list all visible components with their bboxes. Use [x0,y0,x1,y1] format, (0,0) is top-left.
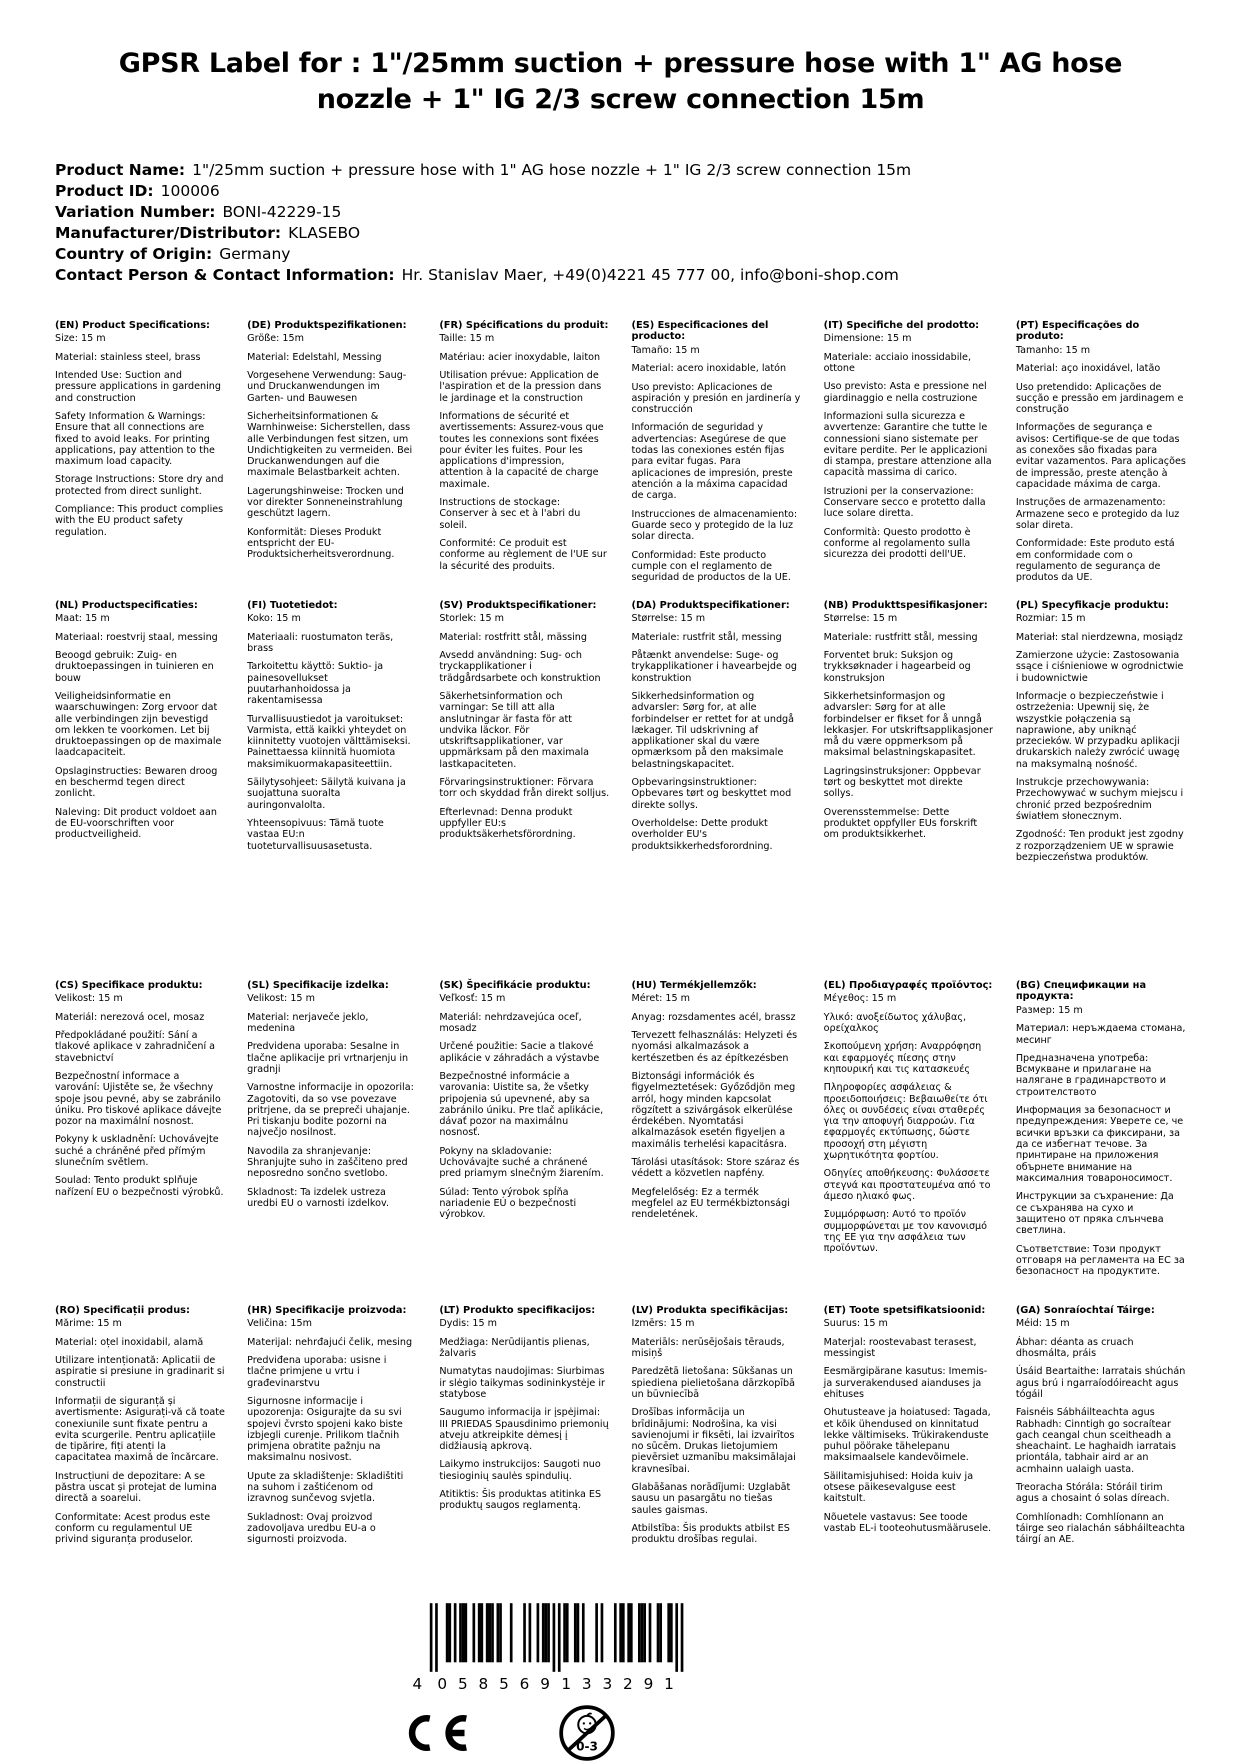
spec-paragraph: Materiale: rustfritt stål, messing [823,631,978,643]
spec-paragraph: Overholdelse: Dette produkt overholder EU's produktsikkerhedsforordning. [631,818,773,852]
spec-paragraph: Opslaginstructies: Bewaren droog en beschermd tegen direct zonlicht. [55,765,218,800]
barcode-digit-group: 058569 [437,1674,550,1693]
spec-paragraph: Instrukcje przechowywania: Przechowywać w suchym miejscu i chronić przed bezpośrednim światłem słonecznym. [1015,777,1184,823]
spec-paragraph: Predviđena uporaba: usisne i tlačne primjene u vrtu i građevinarstvu [247,1354,387,1389]
spec-paragraph: Tervezett felhasználás: Helyzeti és nyomási alkalmazások a kertészetben és az építkezésben [631,1029,798,1064]
spec-paragraph: Comhlíonadh: Comhlíonann an táirge seo rialachán sábháilteachta táirgí an AE. [1015,1511,1185,1546]
spec-paragraph: Pokyny na skladovanie: Uchovávajte suché a chránené pred priamym slnečným žiarením. [439,1145,604,1180]
spec-paragraph: Taille: 15 m [439,333,495,345]
spec-paragraph: Atbilstība: Šis produkts atbilst ES produktu drošības regulai. [631,1523,790,1546]
spec-paragraph: Οδηγίες αποθήκευσης: Φυλάσσετε στεγνά και προστατευμένα από το άμεσο ηλιακό φως. [823,1168,991,1203]
spec-paragraph: Material: Edelstahl, Messing [247,351,382,363]
spec-paragraph: Informazioni sulla sicurezza e avvertenze: Garantire che tutte le connessioni siano sistemate per evitare perdite. Per le applicazioni di stampa, prestare attenzione alla capacità massima di carico. [823,410,992,479]
language-block-pl [1016,600,1186,980]
spec-paragraph: Materiál: nerezová ocel, mosaz [55,1011,205,1023]
language-block-cs [55,980,225,1305]
spec-paragraph: Eesmärgipärane kasutus: Imemis- ja surverakendused aianduses ja ehituses [823,1366,988,1400]
spec-paragraph: Material: aço inoxidável, latão [1015,363,1161,375]
info-value: 1"/25mm suction + pressure hose with 1" AG hose nozzle + 1" IG 2/3 screw connection 15m [192,160,912,179]
spec-paragraph: Súlad: Tento výrobok spĺňa nariadenie EÚ o bezpečnosti výrobkov. [439,1186,577,1221]
spec-paragraph: Размер: 15 m [1015,1004,1083,1016]
spec-paragraph: Intended Use: Suction and pressure applications in gardening and construction [55,369,221,404]
language-header: (HR) Specifikacije proizvoda: [247,1304,407,1316]
spec-paragraph: Varnostne informacije in opozorila: Zagotoviti, da so vse povezave pritrjene, da se prepreči uhajanje. Pri tiskanju bodite pozorni na največjo nosilnost. [247,1082,414,1139]
language-block-sk [439,980,609,1305]
language-row-2 [55,600,1186,980]
spec-paragraph: Информация за безопасност и предупреждения: Уверете се, че всички връзки са фиксирани, за да се избегнат течове. За принтиране на приложения обърнете внимание на максималния товароносимост. [1015,1105,1184,1184]
language-header: (SL) Specifikacije izdelka: [247,979,389,991]
language-header: (PL) Specyfikacje produktu: [1015,599,1169,611]
language-block-lt [439,1305,609,1603]
spec-paragraph: Méid: 15 m [1015,1318,1070,1330]
spec-paragraph: Yhteensopivuus: Tämä tuote vastaa EU:n tuoteturvallisuusasetusta. [247,818,384,852]
spec-paragraph: Maat: 15 m [55,613,110,625]
spec-paragraph: Faisnéis Sábháilteachta agus Rabhadh: Cinntigh go socraítear gach ceangal chun sceitheadh a sheachaint. Le haghaidh iarratais priontála, tabhair aird ar an acmhainn ualaigh uasta. [1015,1407,1176,1475]
spec-paragraph: Sukladnost: Ovaj proizvod zadovoljava uredbu EU-a o sigurnosti proizvoda. [247,1511,376,1546]
spec-paragraph: Größe: 15m [247,333,304,345]
spec-paragraph: Veličina: 15m [247,1318,312,1330]
spec-paragraph: Tárolási utasítások: Store száraz és védett a közvetlen napfény. [631,1157,800,1180]
spec-paragraph: Anyag: rozsdamentes acél, brassz [631,1011,796,1023]
ean13-barcode [405,1603,695,1693]
language-block-it [824,320,994,600]
spec-paragraph: Navodila za shranjevanje: Shranjujte suho in zaščiteno pred neposredno sončno svetlobo. [247,1145,408,1180]
spec-paragraph: Overensstemmelse: Dette produktet oppfyller EUs forskrift om produktsikkerhet. [823,806,978,841]
spec-paragraph: Μέγεθος: 15 m [823,993,897,1005]
spec-paragraph: Istruzioni per la conservazione: Conservare secco e protetto dalla luce solare diretta. [823,485,986,520]
spec-paragraph: Säilitamisjuhised: Hoida kuiv ja otsese päikesevalguse eest kaitstult. [823,1470,974,1505]
spec-paragraph: Saugumo informacija ir įspėjimai: III PRIEDAS Spausdinimo priemonių atveju atkreipkite dėmesį į didžiausią apkrovą. [439,1407,609,1453]
language-block-hu [632,980,802,1305]
info-line [55,244,1186,265]
spec-paragraph: Size: 15 m [55,333,106,345]
spec-paragraph: Sicherheitsinformationen & Warnhinweise: Sicherstellen, dass alle Verbindungen fest sitzen, um Undichtigkeiten zu vermeiden. Bei Druckanwendungen auf die maximale Belastbarkeit achten. [247,410,413,479]
language-block-lv [632,1305,802,1603]
spec-paragraph: Materiale: acciaio inossidabile, ottone [823,351,971,374]
info-value: Hr. Stanislav Maer, +49(0)4221 45 777 00, info@boni-shop.com [401,265,899,284]
spec-paragraph: Utilisation prévue: Application de l'aspiration et de la pression dans le jardinage et la construction [439,369,602,404]
language-block-bg [1016,980,1186,1305]
language-header: (BG) Спецификации на продукта: [1015,979,1147,1003]
spec-paragraph: Съответствие: Този продукт отговаря на регламента на ЕС за безопасност на продуктите. [1015,1243,1185,1278]
ce-mark-icon [405,1705,471,1761]
spec-paragraph: Bezpečnostné informácie a varovania: Uistite sa, že všetky pripojenia sú upevnené, aby sa zabránilo úniku. Pre tlač aplikácie, dávať pozor na maximálnu nosnosť. [439,1070,604,1139]
spec-paragraph: Treoracha Stórála: Stóráil tirim agus a chosaint ó solas díreach. [1015,1482,1170,1505]
spec-paragraph: Instruções de armazenamento: Armazene seco e protegido da luz solar direta. [1015,497,1180,531]
spec-paragraph: Skladnost: Ta izdelek ustreza uredbi EU o varnosti izdelkov. [247,1186,390,1210]
spec-paragraph: Σκοπούμενη χρήση: Αναρρόφηση και εφαρμογές πίεσης στην κηπουρική και τις κατασκευές [823,1041,982,1075]
info-line [55,160,1186,181]
spec-paragraph: Bezpečnostní informace a varování: Ujistěte se, že všechny spoje jsou pevné, aby se zabránilo úniku. Pro tiskové aplikace dávejte pozor na maximální nosnost. [55,1070,222,1128]
spec-paragraph: Material: acero inoxidable, latón [631,363,787,375]
spec-paragraph: Lagringsinstruksjoner: Oppbevar tørt og beskyttet mot direkte sollys. [823,765,981,800]
spec-paragraph: Drošības informācija un brīdinājumi: Nodrošina, ka visi savienojumi ir fiksēti, lai izvairītos no sūcēm. Drukas lietojumiem pievērsiet uzmanību maksimālajai kravnesībai. [631,1407,796,1475]
language-block-nl [55,600,225,980]
language-header: (LT) Produkto specifikacijos: [439,1304,596,1316]
product-info [55,160,1186,286]
info-line [55,202,1186,223]
spec-paragraph: Paredzētā lietošana: Sūkšanas un spiediena pielietošana dārzkopībā un būvniecībā [631,1366,795,1400]
language-header: (DA) Produktspecifikationer: [631,599,790,611]
info-label: Manufacturer/Distributor: [55,223,282,242]
spec-paragraph: Velikost: 15 m [55,993,123,1005]
spec-paragraph: Materiál: nehrdzavejúca oceľ, mosadz [439,1011,582,1034]
age-warning-label: 0-3 [576,1739,598,1754]
spec-paragraph: Medžiaga: Nerūdijantis plienas, žalvaris [439,1336,590,1359]
spec-paragraph: Ábhar: déanta as cruach dhosmálta, práis [1015,1336,1134,1359]
spec-paragraph: Efterlevnad: Denna produkt uppfyller EU:s produktsäkerhetsförordning. [439,806,576,841]
spec-paragraph: Opbevaringsinstruktioner: Opbevares tørt og beskyttet mod direkte sollys. [631,777,792,811]
spec-paragraph: Laikymo instrukcijos: Saugoti nuo tiesioginių saulės spindulių. [439,1459,601,1482]
language-block-nb [824,600,994,980]
spec-paragraph: Instructions de stockage: Conserver à sec et à l'abri du soleil. [439,497,581,531]
spec-paragraph: Předpokládané použití: Sání a tlakové aplikace v zahradničení a stavebnictví [55,1029,216,1064]
language-header: (CS) Specifikace produktu: [55,979,203,991]
spec-paragraph: Instrucțiuni de depozitare: A se păstra uscat și protejat de lumina directă a soarelui. [55,1470,217,1505]
language-block-pt [1016,320,1186,600]
spec-paragraph: Sikkerhedsinformation og advarsler: Sørg for, at alle forbindelser er rettet for at undgå lækager. Til udskrivning af applikationer skal du være opmærksom på den maksimale belastningskapacitet. [631,690,794,770]
info-label: Product Name: [55,160,186,179]
language-header: (RO) Specificații produs: [55,1304,190,1316]
info-value: Germany [219,244,291,263]
spec-paragraph: Zgodność: Ten produkt jest zgodny z rozporządzeniem UE w sprawie bezpieczeństwa produktów. [1015,829,1184,863]
language-block-es [632,320,802,600]
spec-paragraph: Utilizare intenționată: Aplicatii de aspiratie si presiune in gradinarit si constructii [55,1354,225,1389]
language-header: (HU) Termékjellemzők: [631,979,757,991]
spec-paragraph: Material: stainless steel, brass [55,351,201,363]
spec-paragraph: Materjal: roostevabast terasest, messingist [823,1336,977,1359]
language-header: (EL) Προδιαγραφές προϊόντος: [823,979,993,991]
spec-paragraph: Conformidad: Este producto cumple con el reglamento de seguridad de productos de la UE. [631,549,791,584]
language-block-fi [247,600,417,980]
language-block-et [824,1305,994,1603]
spec-paragraph: Veiligheidsinformatie en waarschuwingen: Zorg ervoor dat alle verbindingen zijn bevestigd om lekken te voorkomen. Let bij druktoepassingen op de maximale laadcapaciteit. [55,690,222,759]
spec-paragraph: Conformitate: Acest produs este conform cu regulamentul UE privind siguranța produselor. [55,1511,211,1546]
spec-paragraph: Sikkerhetsinformasjon og advarsler: Sørg for at alle forbindelser er fikset for å unngå lekkasjer. For utskriftsapplikasjoner må du være oppmerksom på maksimal belastningskapasitet. [823,690,993,759]
spec-paragraph: Atitiktis: Šis produktas atitinka ES produktų saugos reglamentą. [439,1489,602,1512]
spec-paragraph: Sigurnosne informacije i upozorenja: Osigurajte da su svi spojevi čvrsto spojeni kako biste izbjegli curenje. Prilikom tlačnih primjena obratite pažnju na maksimalnu nosivost. [247,1395,403,1464]
language-header: (GA) Sonraíochtaí Táirge: [1015,1304,1155,1316]
spec-paragraph: Förvaringsinstruktioner: Förvara torr och skyddad från direkt solljus. [439,777,610,800]
spec-paragraph: Material: nerjaveče jeklo, medenina [247,1011,369,1034]
spec-paragraph: Glabāšanas norādījumi: Uzglabāt sausu un pasargātu no tiešas saules gaismas. [631,1482,791,1516]
barcode-digit-group: 133291 [561,1674,674,1693]
language-header: (NL) Productspecificaties: [55,599,198,611]
spec-paragraph: Материал: неръждаема стомана, месинг [1015,1023,1186,1046]
spec-paragraph: Úsáid Beartaithe: Iarratais shúchán agus brú i ngarraíodóireacht agus tógáil [1015,1366,1186,1400]
spec-paragraph: Izmērs: 15 m [631,1318,695,1330]
spec-paragraph: Biztonsági információk és figyelmeztetések: Győződjön meg arról, hogy minden kapcsolat rögzített a szivárgások elkerülése érdekében. Nyomtatási alkalmazások esetén figyeljen a maximális terhelési kapacitásra. [631,1070,796,1150]
spec-paragraph: Storlek: 15 m [439,613,505,625]
language-block-de [247,320,417,600]
language-header: (FI) Tuotetiedot: [247,599,338,611]
language-block-sv [439,600,609,980]
page-title: GPSR Label for : 1"/25mm suction + pressure hose with 1" AG hose nozzle + 1" IG 2/3 screw connection 15m [118,48,1123,115]
language-header: (EN) Product Specifications: [55,319,210,331]
spec-paragraph: Informations de sécurité et avertissements: Assurez-vous que toutes les connexions sont fixées pour éviter les fuites. Pour les applications d'impression, attention à la capacité de charge maximale. [439,410,604,490]
spec-paragraph: Información de seguridad y advertencias: Asegúrese de que todas las conexiones estén fijas para evitar fugas. Para aplicaciones de impresión, preste atención a la máxima capacidad de carga. [631,422,793,502]
language-header: (NB) Produkttspesifikasjoner: [823,599,988,611]
spec-paragraph: Matériau: acier inoxydable, laiton [439,351,601,363]
info-value: KLASEBO [288,223,361,242]
bottom-section [405,1603,695,1763]
spec-paragraph: Säilytysohjeet: Säilytä kuivana ja suojattuna suoralta auringonvalolta. [247,777,406,811]
spec-paragraph: Velikost: 15 m [247,993,315,1005]
barcode-digit-group: 4 [412,1674,423,1693]
spec-paragraph: Veľkosť: 15 m [439,993,506,1005]
spec-paragraph: Safety Information & Warnings: Ensure that all connections are fixed to avoid leaks. For printing applications, pay attention to the maximum load capacity. [55,410,215,468]
spec-paragraph: Инструкции за съхранение: Да се съхранява на сухо и защитено от пряка слънчева светлина. [1015,1191,1174,1237]
spec-paragraph: Informações de segurança e avisos: Certifique-se de que todas as conexões são fixadas para evitar vazamentos. Para aplicações de impressão, preste atenção à capacidade máxima de carga. [1015,422,1186,491]
language-header: (SK) Špecifikácie produktu: [439,979,591,991]
spec-paragraph: Tamanho: 15 m [1015,344,1091,356]
spec-paragraph: Naleving: Dit product voldoet aan de EU-voorschriften voor productveiligheid. [55,806,217,841]
info-line [55,265,1186,286]
spec-paragraph: Material: rostfritt stål, mässing [439,631,587,643]
spec-paragraph: Turvallisuustiedot ja varoitukset: Varmista, että kaikki yhteydet on kiinnitetty vuotojen välttämiseksi. Painettaessa kiinnitä huomiota maksimikuormakapasiteettiin. [247,713,411,770]
spec-paragraph: Mărime: 15 m [55,1318,122,1330]
language-block-hr [247,1305,417,1603]
info-label: Variation Number: [55,202,216,221]
info-label: Contact Person & Contact Information: [55,265,395,284]
info-label: Product ID: [55,181,154,200]
spec-paragraph: Conformidade: Este produto está em conformidade com o regulamento de segurança de produtos da UE. [1015,538,1175,584]
language-header: (FR) Spécifications du produit: [439,319,609,331]
spec-paragraph: Méret: 15 m [631,993,690,1005]
spec-paragraph: Dimensione: 15 m [823,333,912,345]
language-block-en [55,320,225,600]
spec-paragraph: Предназначена употреба: Всмукване и прилагане на налягане в градинарството и строителството [1015,1052,1166,1098]
spec-paragraph: Materijal: nehrđajući čelik, mesing [247,1336,413,1348]
spec-paragraph: Uso pretendido: Aplicações de sucção e pressão em jardinagem e construção [1015,381,1184,416]
spec-paragraph: Suurus: 15 m [823,1318,888,1330]
language-block-da [632,600,802,980]
spec-paragraph: Compliance: This product complies with the EU product safety regulation. [55,504,224,538]
spec-paragraph: Predvidena uporaba: Sesalne in tlačne aplikacije pri vrtnarjenju in gradnji [247,1041,409,1075]
spec-paragraph: Informații de siguranță și avertismente: Asigurați-vă că toate conexiunile sunt fixate pentru a evita scurgerile. Pentru aplicațiile de tipărire, fiți atenți la capacitatea maximă de încărcare. [55,1395,225,1464]
spec-paragraph: Tarkoitettu käyttö: Suktio- ja painesovellukset puutarhanhoidossa ja rakentamisessa [247,661,384,707]
language-block-sl [247,980,417,1305]
spec-paragraph: Ohutusteave ja hoiatused: Tagada, et kõik ühendused on kinnitatud lekke vältimiseks. Trükirakenduste puhul pöörake tähelepanu maksimaalsele kandevõimele. [823,1407,991,1464]
spec-paragraph: Conformità: Questo prodotto è conforme al regolamento sulla sicurezza dei prodotti dell'UE. [823,526,971,561]
info-value: 100006 [160,181,220,200]
language-row-3 [55,980,1186,1305]
language-header: (SV) Produktspecifikationer: [439,599,597,611]
language-block-el [824,980,994,1305]
spec-paragraph: Nõuetele vastavus: See toode vastab EL-i tooteohutusmäärusele. [823,1511,992,1535]
spec-paragraph: Størrelse: 15 m [823,613,898,625]
spec-paragraph: Numatytas naudojimas: Siurbimas ir slėgio taikymas sodininkystėje ir statybose [439,1366,605,1400]
spec-paragraph: Avsedd användning: Sug- och tryckapplikationer i trädgårdsarbete och konstruktion [439,649,601,684]
spec-paragraph: Påtænkt anvendelse: Suge- og trykapplikationer i havearbejde og konstruktion [631,649,797,684]
spec-paragraph: Størrelse: 15 m [631,613,706,625]
spec-paragraph: Tamaño: 15 m [631,344,700,356]
spec-paragraph: Conformité: Ce produit est conforme au règlement de l'UE sur la sécurité des produits. [439,538,607,572]
spec-paragraph: Materiał: stal nierdzewna, mosiądz [1015,631,1183,643]
spec-paragraph: Informacje o bezpieczeństwie i ostrzeżenia: Upewnij się, że wszystkie połączenia są naprawione, aby uniknąć przecieków. W przypadku aplikacji drukarskich należy zwrócić uwagę na maksymalną nośność. [1015,690,1180,770]
spec-paragraph: Υλικό: ανοξείδωτος χάλυβας, ορείχαλκος [823,1011,967,1034]
spec-paragraph: Vorgesehene Verwendung: Saug- und Druckanwendungen im Garten- und Bauwesen [247,369,407,404]
spec-paragraph: Säkerhetsinformation och varningar: Se till att alla anslutningar är fasta för att undvika läckor. För utskriftsapplikationer, var uppmärksam på den maximala lastkapaciteten. [439,690,590,770]
language-header: (ET) Toote spetsifikatsioonid: [823,1304,986,1316]
spec-paragraph: Materiaali: ruostumaton teräs, brass [247,631,394,654]
info-line [55,181,1186,202]
info-label: Country of Origin: [55,244,213,263]
spec-paragraph: Forventet bruk: Suksjon og trykksøknader i hagearbeid og konstruksjon [823,649,971,684]
spec-paragraph: Materiāls: nerūsējošais tērauds, misiņš [631,1336,785,1359]
spec-paragraph: Material: oțel inoxidabil, alamă [55,1336,204,1348]
spec-paragraph: Megfelelőség: Ez a termék megfelel az EU termékbiztonsági rendeletének. [631,1186,790,1221]
spec-paragraph: Materiale: rustfrit stål, messing [631,631,782,643]
spec-paragraph: Instrucciones de almacenamiento: Guarde seco y protegido de la luz solar directa. [631,508,798,543]
spec-paragraph: Zamierzone użycie: Zastosowania ssące i ciśnieniowe w ogrodnictwie i budownictwie [1015,649,1184,684]
spec-paragraph: Πληροφορίες ασφάλειας & προειδοποιήσεις: Βεβαιωθείτε ότι όλες οι συνδέσεις είναι σταθερές για την αποφυγή διαρροών. Για εφαρμογές εκτύπωσης, δώστε προσοχή στη μέγιστη χωρητικότητα φορτίου. [823,1082,988,1162]
spec-paragraph: Materiaal: roestvrij staal, messing [55,631,218,643]
spec-paragraph: Uso previsto: Aplicaciones de aspiración y presión en jardinería y construcción [631,381,801,416]
spec-paragraph: Beoogd gebruik: Zuig- en druktoepassingen in tuinieren en bouw [55,649,214,684]
spec-paragraph: Uso previsto: Asta e pressione nel giardinaggio e nella costruzione [823,381,987,404]
spec-paragraph: Pokyny k uskladnění: Uchovávejte suché a chráněné před přímým slunečním světlem. [55,1134,219,1169]
spec-paragraph: Soulad: Tento produkt splňuje nařízení EU o bezpečnosti výrobků. [55,1175,224,1198]
language-grid [55,320,1186,1603]
spec-paragraph: Upute za skladištenje: Skladištiti na suhom i zaštićenom od izravnog sunčevog svjetla. [247,1470,404,1505]
spec-paragraph: Lagerungshinweise: Trocken und vor direkter Sonneneinstrahlung geschützt lagern. [247,485,404,520]
language-block-ro [55,1305,225,1603]
language-header: (ES) Especificaciones del producto: [631,319,769,343]
language-header: (DE) Produktspezifikationen: [247,319,407,331]
info-line [55,223,1186,244]
info-value: BONI-42229-15 [222,202,342,221]
language-header: (IT) Specifiche del prodotto: [823,319,980,331]
spec-paragraph: Koko: 15 m [247,613,301,625]
spec-paragraph: Rozmiar: 15 m [1015,613,1086,625]
spec-paragraph: Συμμόρφωση: Αυτό το προϊόν συμμορφώνεται με τον κανονισμό της ΕΕ για την ασφάλεια των προϊόντων. [823,1209,988,1255]
spec-paragraph: Storage Instructions: Store dry and protected from direct sunlight. [55,474,224,497]
ean13-barcode-svg [405,1603,691,1693]
language-header: (PT) Especificações do produto: [1015,319,1140,343]
language-block-fr [439,320,609,600]
spec-paragraph: Určené použitie: Sacie a tlakové aplikácie v záhradách a výstavbe [439,1041,600,1064]
language-header: (LV) Produkta specifikācijas: [631,1304,789,1316]
spec-paragraph: Dydis: 15 m [439,1318,498,1330]
language-block-ga [1016,1305,1186,1603]
language-row-4 [55,1305,1186,1603]
spec-paragraph: Konformität: Dieses Produkt entspricht der EU-Produktsicherheitsverordnung. [247,526,395,561]
language-row-1 [55,320,1186,600]
